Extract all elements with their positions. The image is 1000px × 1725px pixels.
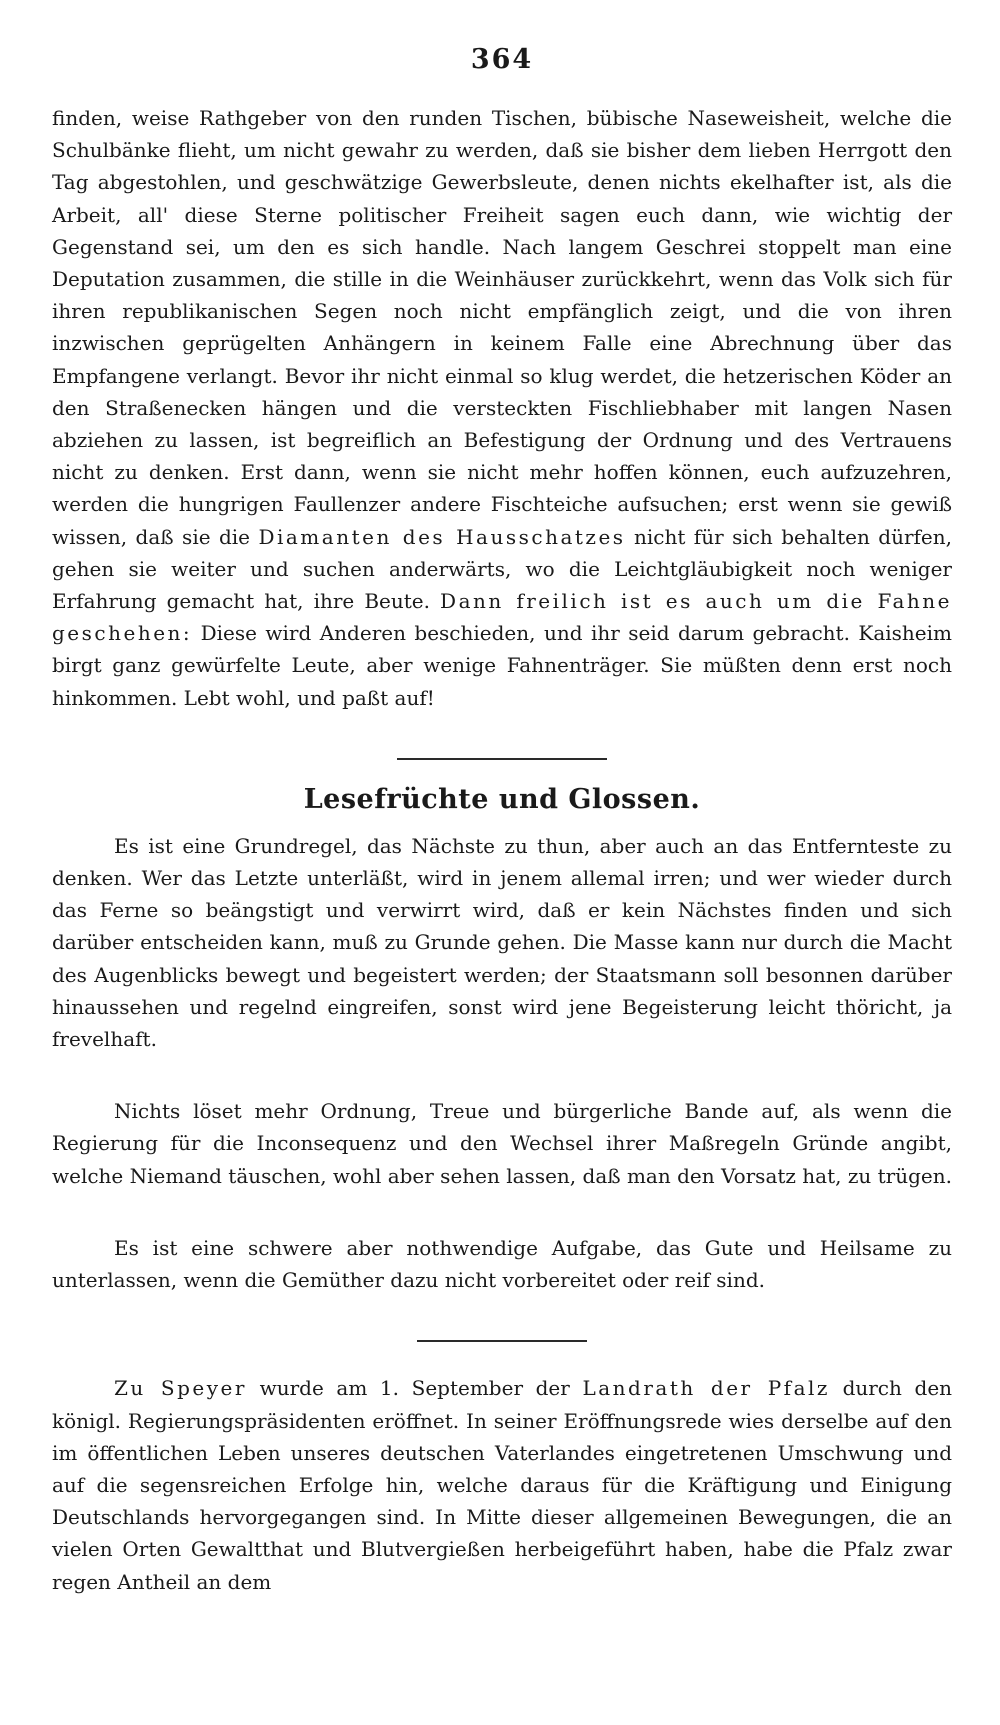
- paragraph-text: finden, weise Rathgeber von den runden Tischen, bübische Naseweisheit, welche die Schulbänke flieht, um nicht gewahr zu werden, daß sie bisher dem lieben Herrgott den Tag abgestohlen, und geschwätzige Gewerbsleute, denen nichts ekelhafter ist, als die Arbeit, all' diese Sterne politischer Freiheit sagen euch dann, wie wichtig der Gegenstand sei, um den es sich handle. Nach langem Geschrei stoppelt man eine Deputation zusammen, die stille in die Weinhäuser zurückkehrt, wenn das Volk sich für ihren republikanischen Segen noch nicht empfänglich zeigt, und die von ihren inzwischen geprügelten Anhängern in keinem Falle eine Abrechnung über das Empfangene verlangt. Bevor ihr nicht einmal so klug werdet, die hetzerischen Köder an den Straßenecken hängen und die versteckten Fischliebhaber mit langen Nasen abziehen zu lassen, ist begreiflich an Befestigung der Ordnung und des Vertrauens nicht zu denken. Erst dann, wenn sie nicht mehr hoffen können, euch aufzuzehren, werden die hungrigen Faullenzer andere Fischteiche aufsuchen; erst wenn sie gewiß wissen, daß sie die: [52, 106, 952, 549]
- page-number: 364: [470, 44, 534, 75]
- paragraph-text: durch den königl. Regierungspräsidenten eröffnet. In seiner Eröffnungsrede wies derselbe auf den im öffentlichen Leben unseres deutschen Vaterlandes eingetretenen Umschwung und auf die segensreichen Erfolge hin, welche daraus für die Kräftigung und Einigung Deutschlands hervorgegangen sind. In Mitte dieser allgemeinen Bewegungen, die an vielen Orten Gewaltthat und Blutvergießen herbeigeführt haben, habe die Pfalz zwar regen Antheil an dem: [52, 1376, 953, 1594]
- emphasis-text: Dann freilich ist es auch um die Fahne geschehen:: [52, 589, 952, 646]
- paragraph-grundregel: Es ist eine Grundregel, das Nächste zu thun, aber auch an das Entfernteste zu denken. Wer das Letzte unterläßt, wird in jenem allemal irren; und wer wieder durch das Ferne so beängstigt und verwirrt wird, daß er kein Nächstes finden und sich darüber entscheiden kann, muß zu Grunde gehen. Die Masse kann nur durch die Macht des Augenblicks bewegt und begeistert werden; der Staatsmann soll besonnen darüber hinaussehen und regelnd eingreifen, sonst wird jene Begeisterung leicht thöricht, ja frevelhaft.: [52, 833, 952, 1052]
- paragraph-text: wurde am 1. September der: [246, 1376, 583, 1401]
- paragraph-text: Diese wird Anderen beschieden, und ihr seid darum gebracht. Kaisheim birgt ganz gewürfelte Leute, aber wenige Fahnenträger. Sie müßten denn erst noch hinkommen. Lebt wohl, und paßt auf!: [52, 621, 952, 710]
- paragraph-aufgabe: Es ist eine schwere aber nothwendige Aufgabe, das Gute und Heilsame zu unterlassen, wenn die Gemüther dazu nicht vorbereitet oder reif sind.: [52, 1235, 952, 1293]
- emphasis-text: Landrath der Pfalz: [582, 1376, 830, 1401]
- emphasis-text: Zu Speyer: [114, 1376, 247, 1401]
- section-heading: Lesefrüchte und Glossen.: [303, 783, 701, 815]
- paragraph-text: nicht für sich behalten dürfen, gehen sie weiter und suchen anderwärts, wo die Leichtgläubigkeit noch weniger Erfahrung gemacht hat, ihre Beute.: [52, 524, 952, 614]
- emphasis-text: Diamanten des Hausschatzes: [258, 524, 626, 549]
- paragraph-speyer: [52, 1372, 952, 1597]
- paragraph-ordnung: Nichts löset mehr Ordnung, Treue und bürgerliche Bande auf, als wenn die Regierung für die Inconsequenz und den Wechsel ihrer Maßregeln Gründe angibt, welche Niemand täuschen, wohl aber sehen lassen, daß man den Vorsatz hat, zu trügen.: [52, 1099, 952, 1188]
- section-divider: [417, 1340, 587, 1342]
- paragraph-continuation: [52, 102, 952, 714]
- section-divider: [397, 758, 607, 760]
